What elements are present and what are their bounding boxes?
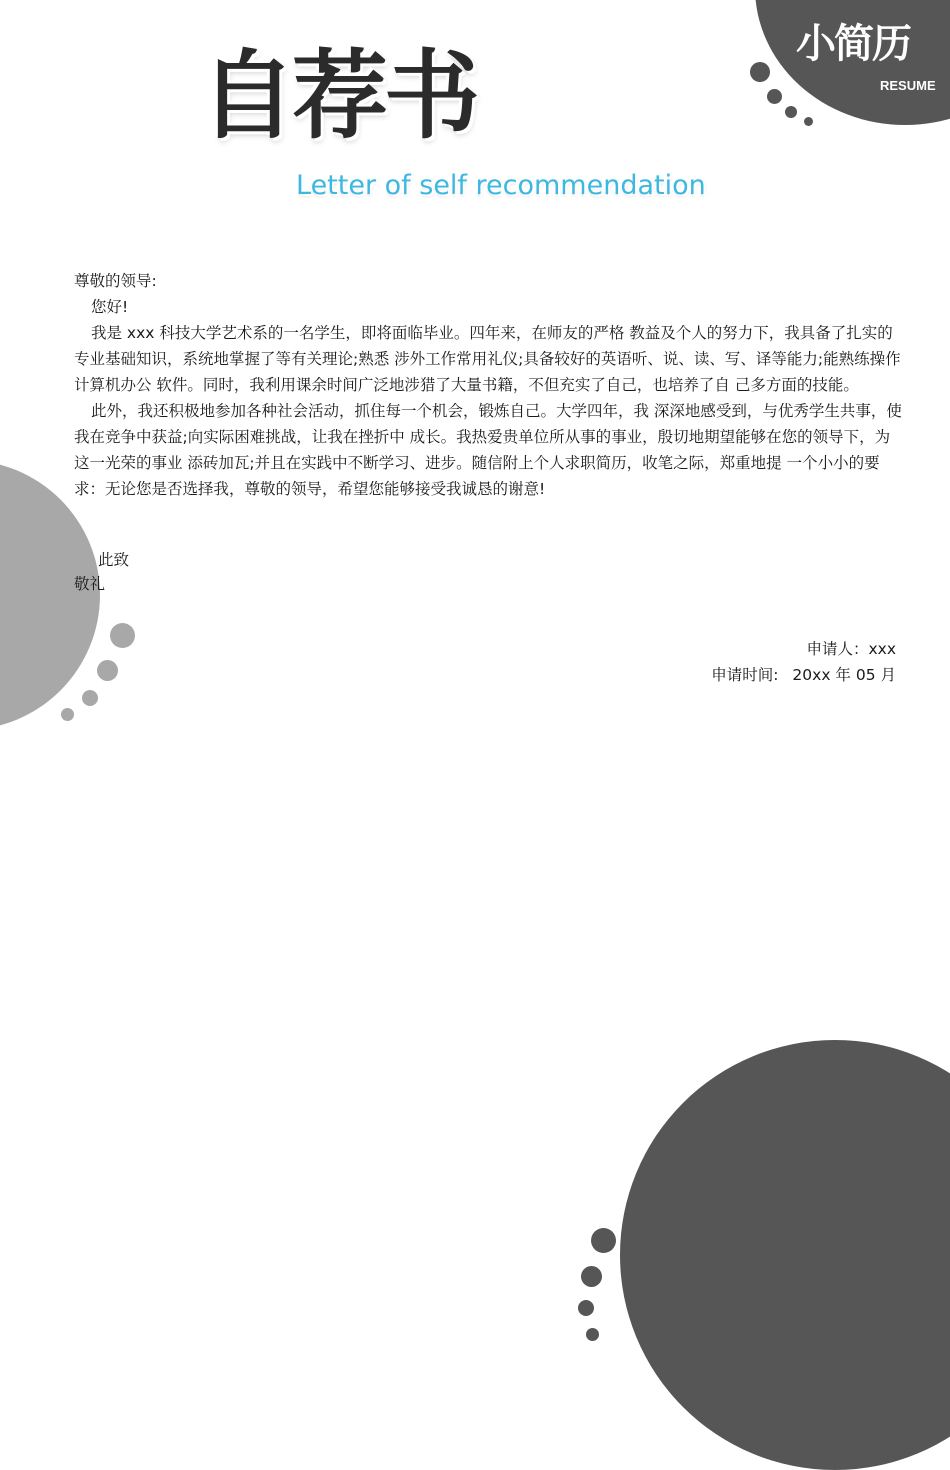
decor-dot (591, 1228, 616, 1253)
decor-dot (110, 623, 135, 648)
decor-dot (767, 89, 782, 104)
letter-body (74, 268, 904, 502)
greeting: 您好! (91, 298, 129, 316)
decor-dot (82, 690, 98, 706)
decor-dot (61, 708, 74, 721)
page-subtitle: Letter of self recommendation (296, 170, 706, 201)
decor-dot (750, 62, 770, 82)
salutation: 尊敬的领导: (74, 272, 157, 290)
date-label: 申请时间: (711, 666, 779, 684)
brand-logo-sub: RESUME (880, 78, 936, 93)
signature-block (711, 636, 896, 688)
decor-dot (785, 106, 797, 118)
decor-dot (804, 117, 813, 126)
decor-bottom-circle (620, 1040, 950, 1470)
closing-line-1: 此致 (98, 551, 130, 569)
decor-dot (578, 1300, 594, 1316)
paragraph-2: 此外，我还积极地参加各种社会活动，抓住每一个机会，锻炼自己。大学四年，我 深深地感受到，与优秀学生共事，使我在竞争中获益;向实际困难挑战，让我在挫折中 成长。我热爱贵单位所从事的事业，殷切地期望能够在您的领导下，为这一光荣的事业 添砖加瓦;并且在实践中不断学习、进步。随信附上个人求职简历，收笔之际，郑重地提 一个小小的要求：无论您是否选择我，尊敬的领导，希望您能够接受我诚恳的谢意! (74, 402, 902, 498)
closing-line-2: 敬礼 (74, 575, 106, 593)
decor-dot (581, 1266, 602, 1287)
applicant: 申请人：xxx (806, 640, 896, 658)
date-value: 20xx 年 05 月 (792, 666, 896, 684)
paragraph-1: 我是 xxx 科技大学艺术系的一名学生，即将面临毕业。四年来，在师友的严格 教益及个人的努力下，我具备了扎实的专业基础知识，系统地掌握了等有关理论;熟悉 涉外工作常用礼仪;具备较好的英语听、说、读、写、译等能力;能熟练操作计算机办公 软件。同时，我利用课余时间广泛地涉猎了大量书籍，不但充实了自己，也培养了自 己多方面的技能。 (74, 324, 901, 394)
decor-dot (586, 1328, 599, 1341)
brand-logo: 小简历 (796, 21, 910, 67)
decor-dot (97, 660, 118, 681)
page-title: 自荐书 (200, 39, 476, 152)
